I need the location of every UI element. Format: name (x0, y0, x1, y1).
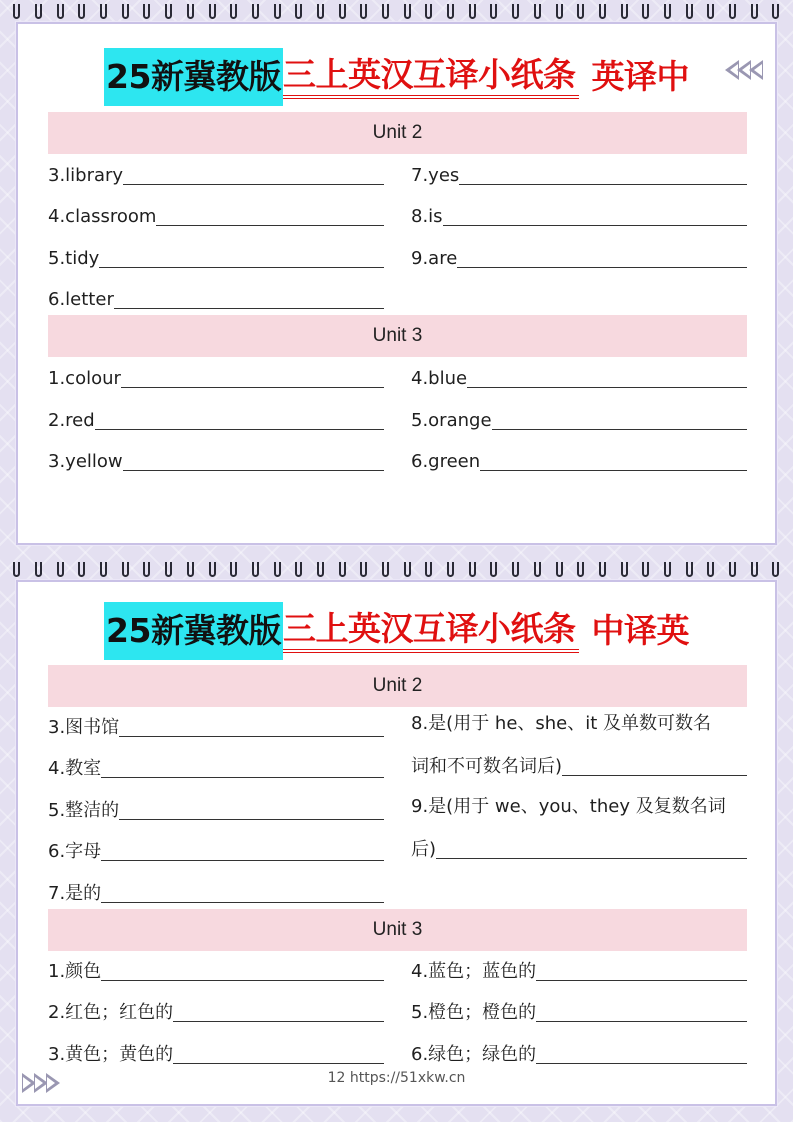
title-mode: 中译英 (591, 611, 689, 650)
binder-ring-icon (274, 4, 281, 19)
binder-ring-icon (382, 562, 389, 577)
binder-ring-icon (209, 562, 216, 577)
list-item: 7.是的 (48, 879, 384, 905)
page-footer (0, 1070, 793, 1086)
page-title (18, 602, 775, 660)
binder-ring-icon (469, 4, 476, 19)
binder-ring-icon (209, 4, 216, 19)
binder-ring-icon (599, 4, 606, 19)
binder-ring-icon (57, 4, 64, 19)
binder-ring-icon (490, 562, 497, 577)
binder-ring-icon (295, 562, 302, 577)
binder-ring-icon (425, 562, 432, 577)
answer-line[interactable] (562, 775, 747, 776)
binder-ring-icon (13, 4, 20, 19)
binder-ring-icon (230, 4, 237, 19)
answer-line[interactable] (123, 184, 384, 185)
binder-ring-icon (490, 4, 497, 19)
binder-ring-icon (599, 562, 606, 577)
list-item: 5.orange (411, 406, 747, 432)
answer-line[interactable] (443, 225, 747, 226)
list-item: 7.yes (411, 161, 747, 187)
binder-ring-icon (143, 562, 150, 577)
list-item: 4.教室 (48, 754, 384, 780)
binder-ring-icon (577, 562, 584, 577)
binder-ring-icon (729, 562, 736, 577)
list-item: 2.红色；红色的 (48, 998, 384, 1024)
binder-ring-icon (556, 4, 563, 19)
binder-ring-icon (339, 4, 346, 19)
list-item: 9.是(用于 we、you、they 及复数名词 后) (411, 794, 747, 861)
answer-line[interactable] (173, 1021, 384, 1022)
list-item: 5.tidy (48, 244, 384, 270)
list-item: 8.is (411, 202, 747, 228)
list-item: 4.blue (411, 364, 747, 390)
binder-ring-icon (122, 4, 129, 19)
answer-line[interactable] (467, 387, 747, 388)
binder-ring-icon (274, 562, 281, 577)
binder-ring-icon (425, 4, 432, 19)
binder-ring-icon (751, 4, 758, 19)
binder-ring-icon (317, 4, 324, 19)
binder-ring-icon (165, 4, 172, 19)
binder-ring-icon (534, 4, 541, 19)
binder-ring-icon (534, 562, 541, 577)
unit-3-header: Unit 3 (48, 909, 747, 951)
binder-ring-icon (360, 562, 367, 577)
binder-ring-icon (187, 562, 194, 577)
binder-ring-icon (751, 562, 758, 577)
unit-3-header: Unit 3 (48, 315, 747, 357)
binder-ring-icon (78, 562, 85, 577)
title-highlight: 25新冀教版 (104, 48, 283, 106)
page-title (18, 48, 775, 106)
binder-ring-icon (100, 4, 107, 19)
binder-ring-icon (78, 4, 85, 19)
answer-line[interactable] (114, 308, 384, 309)
binder-ring-icon (447, 4, 454, 19)
binder-ring-icon (57, 562, 64, 577)
worksheet-english-to-chinese (16, 22, 777, 545)
answer-line[interactable] (459, 184, 747, 185)
binder-ring-icon (122, 562, 129, 577)
binder-ring-icon (100, 562, 107, 577)
binder-ring-icon (621, 4, 628, 19)
page-number: 12 (327, 1070, 346, 1086)
binder-ring-icon (642, 4, 649, 19)
binder-ring-icon (772, 562, 779, 577)
unit-2-header: Unit 2 (48, 665, 747, 707)
unit-2-header: Unit 2 (48, 112, 747, 154)
answer-line[interactable] (99, 267, 384, 268)
binder-ring-icon (512, 4, 519, 19)
list-item: 4.classroom (48, 202, 384, 228)
answer-line[interactable] (536, 980, 747, 981)
binder-ring-icon (404, 562, 411, 577)
footer-url: https://51xkw.cn (349, 1070, 466, 1086)
binder-ring-icon (295, 4, 302, 19)
list-item: 3.图书馆 (48, 713, 384, 739)
answer-line[interactable] (95, 429, 384, 430)
list-item: 9.are (411, 244, 747, 270)
binder-ring-icon (621, 562, 628, 577)
list-item: 6.letter (48, 285, 384, 311)
answer-line[interactable] (101, 980, 384, 981)
binder-ring-icon (556, 562, 563, 577)
binder-ring-icon (707, 4, 714, 19)
binder-ring-icon (360, 4, 367, 19)
list-item: 6.字母 (48, 837, 384, 863)
list-item: 2.red (48, 406, 384, 432)
list-item: 4.蓝色；蓝色的 (411, 957, 747, 983)
binder-ring-icon (382, 4, 389, 19)
binder-ring-icon (447, 562, 454, 577)
answer-line[interactable] (536, 1063, 747, 1064)
answer-line[interactable] (457, 267, 747, 268)
binder-ring-icon (664, 562, 671, 577)
binder-ring-icon (686, 4, 693, 19)
answer-line[interactable] (119, 736, 384, 737)
list-item: 3.yellow (48, 447, 384, 473)
worksheet-chinese-to-english (16, 580, 777, 1106)
binder-ring-icon (512, 562, 519, 577)
list-item: 8.是(用于 he、she、it 及单数可数名 词和不可数名词后) (411, 711, 747, 778)
answer-line[interactable] (121, 387, 384, 388)
binder-ring-icon (13, 562, 20, 577)
answer-line[interactable] (119, 819, 384, 820)
binder-ring-icon (187, 4, 194, 19)
binder-ring-icon (35, 562, 42, 577)
list-item: 5.整洁的 (48, 796, 384, 822)
title-red: 三上英汉互译小纸条 (283, 55, 580, 99)
binder-ring-icon (165, 562, 172, 577)
answer-line[interactable] (156, 225, 384, 226)
binder-ring-icon (230, 562, 237, 577)
answer-line[interactable] (101, 860, 384, 861)
answer-line[interactable] (123, 470, 384, 471)
list-item: 3.library (48, 161, 384, 187)
answer-line[interactable] (101, 777, 384, 778)
binder-ring-icon (642, 562, 649, 577)
answer-line[interactable] (173, 1063, 384, 1064)
binder-ring-icon (35, 4, 42, 19)
binder-ring-icon (664, 4, 671, 19)
answer-line[interactable] (536, 1021, 747, 1022)
title-mode: 英译中 (591, 57, 689, 96)
answer-line[interactable] (480, 470, 747, 471)
answer-line[interactable] (101, 902, 384, 903)
binder-ring-icon (252, 4, 259, 19)
binder-ring-icon (404, 4, 411, 19)
binder-ring-icon (317, 562, 324, 577)
binder-ring-icon (686, 562, 693, 577)
binder-ring-icon (577, 4, 584, 19)
list-item: 6.绿色；绿色的 (411, 1040, 747, 1066)
binder-ring-icon (339, 562, 346, 577)
title-highlight: 25新冀教版 (104, 602, 283, 660)
binder-ring-icon (729, 4, 736, 19)
list-item: 1.colour (48, 364, 384, 390)
title-red: 三上英汉互译小纸条 (283, 609, 580, 653)
binder-ring-icon (252, 562, 259, 577)
list-item: 1.颜色 (48, 957, 384, 983)
list-item: 3.黄色；黄色的 (48, 1040, 384, 1066)
list-item: 6.green (411, 447, 747, 473)
answer-line[interactable] (492, 429, 747, 430)
answer-line[interactable] (436, 858, 747, 859)
binder-ring-icon (772, 4, 779, 19)
binder-ring-icon (143, 4, 150, 19)
binder-ring-icon (707, 562, 714, 577)
list-item: 5.橙色；橙色的 (411, 998, 747, 1024)
binder-ring-icon (469, 562, 476, 577)
